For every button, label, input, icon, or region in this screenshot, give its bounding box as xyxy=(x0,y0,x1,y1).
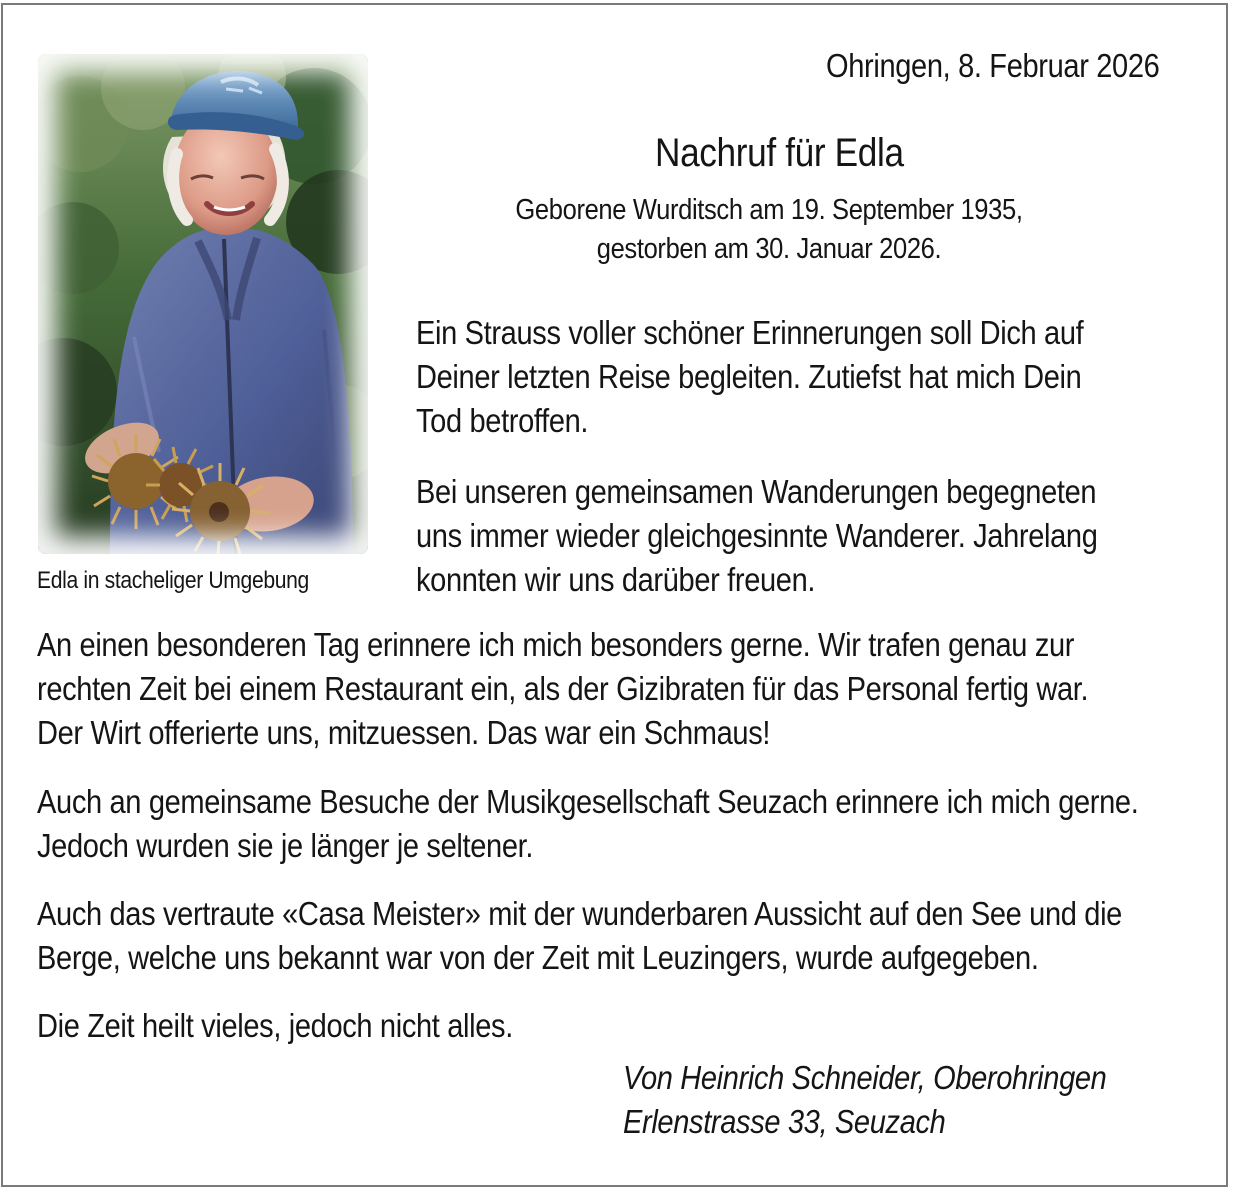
signature-address: Erlenstrasse 33, Seuzach xyxy=(623,1103,946,1140)
obituary-paragraph-2: Bei unseren gemeinsamen Wanderungen begegneten uns immer wieder gleichgesinnte Wanderer. Jahrelang konnten wir uns darüber freuen. xyxy=(416,473,1098,598)
place-date: Ohringen, 8. Februar 2026 xyxy=(826,47,1160,84)
obituary-paragraph-3: An einen besonderen Tag erinnere ich mich besonders gerne. Wir trafen genau zur rechten Zeit bei einem Restaurant ein, als der Gizibraten für das Personal fertig war. Der Wirt offerierte uns, mitzuessen. Das war ein Schmaus! xyxy=(37,626,1089,751)
life-dates xyxy=(505,191,1033,269)
obituary-title: Nachruf für Edla xyxy=(655,131,904,175)
obituary-paragraph-5: Auch das vertraute «Casa Meister» mit der wunderbaren Aussicht auf den See und die Berge, welche uns bekannt war von der Zeit mit Leuzingers, wurde aufgegeben. xyxy=(37,895,1122,976)
obituary-paragraph-4: Auch an gemeinsame Besuche der Musikgesellschaft Seuzach erinnere ich mich gerne. Jedoch wurden sie je länger je seltener. xyxy=(37,783,1139,864)
portrait-photo xyxy=(38,54,368,554)
signature-block xyxy=(623,1056,1186,1144)
obituary-paragraph-1: Ein Strauss voller schöner Erinnerungen soll Dich auf Deiner letzten Reise begleiten. Zutiefst hat mich Dein Tod betroffen. xyxy=(416,314,1084,439)
birth-line: Geborene Wurditsch am 19. September 1935, xyxy=(515,194,1023,226)
portrait-illustration xyxy=(38,54,368,554)
obituary-paragraph-6: Die Zeit heilt vieles, jedoch nicht alles. xyxy=(37,1007,513,1044)
signature-name-place: Von Heinrich Schneider, Oberohringen xyxy=(623,1059,1107,1096)
photo-caption: Edla in stacheliger Umgebung xyxy=(37,567,309,594)
death-line: gestorben am 30. Januar 2026. xyxy=(596,233,942,265)
